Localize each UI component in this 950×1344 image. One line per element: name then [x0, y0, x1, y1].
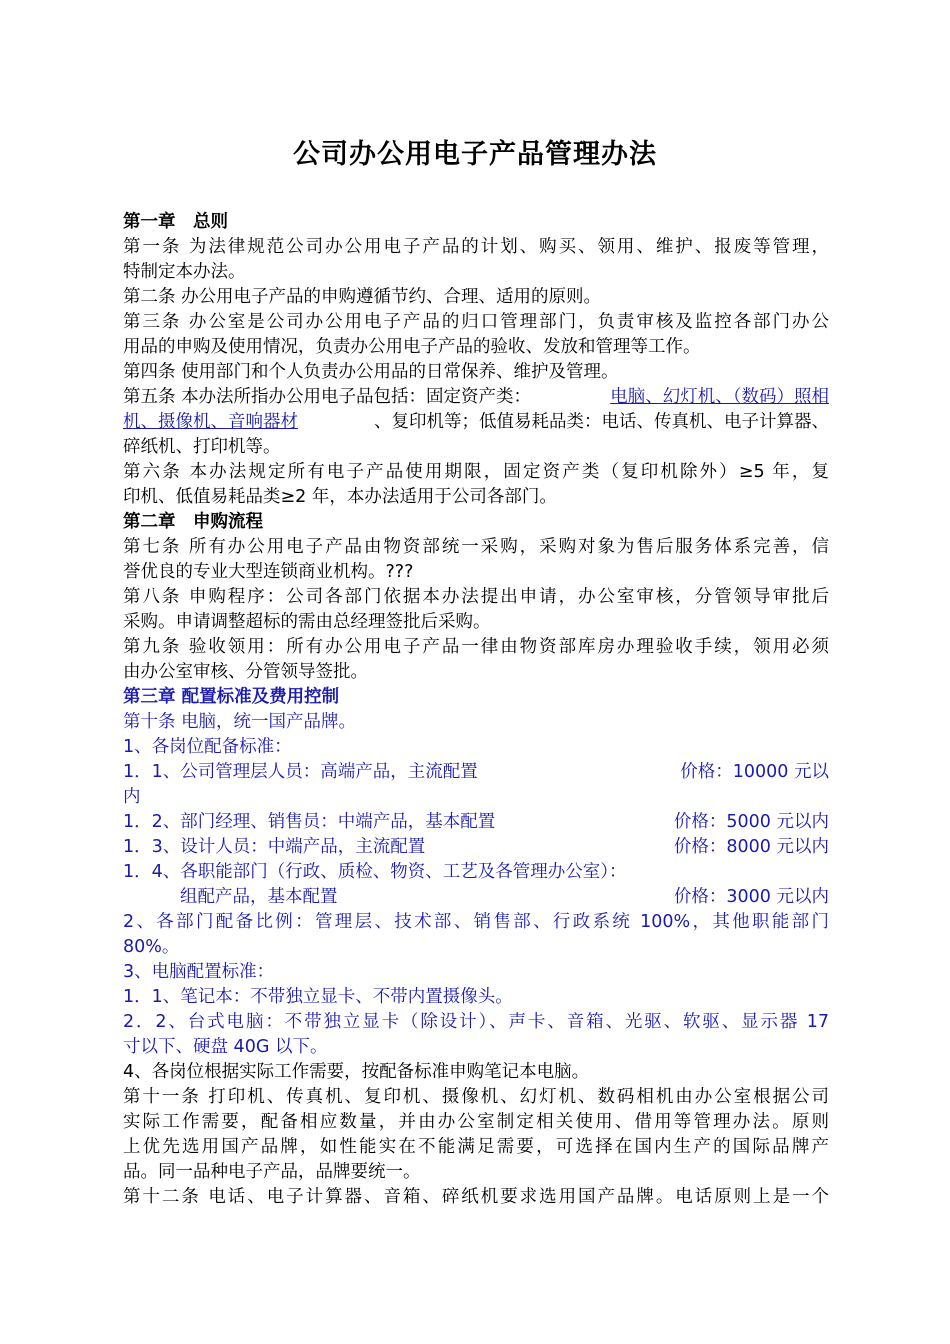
paragraph-line: 1．1、笔记本：不带独立显卡、不带内置摄像头。 — [123, 987, 513, 1007]
paragraph-line: 碎纸机、打印机等。 — [123, 437, 281, 457]
equipment-link[interactable]: 机、摄像机、音响器材 — [123, 412, 298, 432]
paragraph-line: 1．4、各职能部门（行政、质检、物资、工艺及各管理办公室）： — [123, 862, 627, 882]
paragraph-line: 寸以下、硬盘 40G 以下。 — [123, 1037, 328, 1057]
paragraph-line: 80%。 — [123, 937, 180, 957]
paragraph-line: 特制定本办法。 — [123, 262, 246, 282]
paragraph-line: 1、各岗位配备标准： — [123, 737, 292, 757]
price-row-label: 组配产品，基本配置 — [180, 887, 338, 907]
paragraph-line: 第十条 电脑，统一国产品牌。 — [123, 712, 357, 732]
paragraph-line: 第二条 办公用电子产品的申购遵循节约、合理、适用的原则。 — [123, 287, 602, 307]
paragraph-line — [123, 410, 829, 435]
paragraph-line: 4、各岗位根据实际工作需要，按配备标准申购笔记本电脑。 — [123, 1062, 590, 1082]
price-row-label: 1．1、公司管理层人员：高端产品，主流配置 — [123, 762, 478, 782]
chapter-heading: 第二章 申购流程 — [123, 512, 263, 532]
price-row — [123, 760, 829, 785]
price-row-label: 1．2、部门经理、销售员：中端产品，基本配置 — [123, 812, 496, 832]
price-row — [123, 835, 829, 860]
paragraph-line: 实际工作需要，配备相应数量，并由办公室制定相关使用、借用等管理办法。原则 — [123, 1112, 829, 1132]
price-row — [123, 885, 829, 910]
price-row-value: 价格：5000 元以内 — [673, 812, 829, 832]
paragraph-line: 内 — [123, 787, 141, 807]
paragraph-line: 第九条 验收领用：所有办公用电子产品一律由物资部库房办理验收手续，领用必须 — [123, 637, 829, 657]
document-body — [123, 210, 829, 1210]
price-row-label: 1．3、设计人员：中端产品，主流配置 — [123, 837, 426, 857]
paragraph-line: 第四条 使用部门和个人负责办公用品的日常保养、维护及管理。 — [123, 362, 619, 382]
chapter-heading: 第一章 总则 — [123, 212, 228, 232]
chapter-heading: 第三章 配置标准及费用控制 — [123, 687, 340, 707]
paragraph-line: 第八条 申购程序：公司各部门依据本办法提出申请，办公室审核，分管领导审批后 — [123, 587, 829, 607]
paragraph-line: 上优先选用国产品牌，如性能实在不能满足需要，可选择在国内生产的国际品牌产 — [123, 1137, 829, 1157]
price-row — [123, 810, 829, 835]
price-row-value: 价格：3000 元以内 — [673, 887, 829, 907]
paragraph-line: 誉优良的专业大型连锁商业机构。??? — [123, 562, 414, 582]
line-text: 、复印机等；低值易耗品类：电话、传真机、电子计算器、 — [374, 412, 829, 432]
price-row-value: 价格：10000 元以 — [680, 762, 829, 782]
price-row-value: 价格：8000 元以内 — [673, 837, 829, 857]
paragraph-line — [123, 385, 829, 410]
line-text: 第五条 本办法所指办公用电子品包括：固定资产类： — [123, 387, 532, 407]
equipment-link[interactable]: 电脑、幻灯机、（数码）照相 — [610, 387, 829, 407]
paragraph-line: 第七条 所有办公用电子产品由物资部统一采购，采购对象为售后服务体系完善，信 — [123, 537, 829, 557]
paragraph-line: 印机、低值易耗品类≥2 年，本办法适用于公司各部门。 — [123, 487, 557, 507]
document-title: 公司办公用电子产品管理办法 — [293, 139, 657, 170]
paragraph-line: 第三条 办公室是公司办公用电子产品的归口管理部门，负责审核及监控各部门办公 — [123, 312, 829, 332]
paragraph-line: 品。同一品种电子产品，品牌要统一。 — [123, 1162, 421, 1182]
paragraph-line: 用品的申购及使用情况，负责办公用电子产品的验收、发放和管理等工作。 — [123, 337, 701, 357]
paragraph-line: 由办公室审核、分管领导签批。 — [123, 662, 368, 682]
paragraph-line: 第十二条 电话、电子计算器、音箱、碎纸机要求选用国产品牌。电话原则上是一个 — [123, 1187, 829, 1207]
paragraph-line: 2、各部门配备比例：管理层、技术部、销售部、行政系统 100%，其他职能部门 — [123, 912, 829, 932]
paragraph-line: 2．2、台式电脑：不带独立显卡（除设计）、声卡、音箱、光驱、软驱、显示器 17 — [123, 1012, 829, 1032]
paragraph-line: 采购。申请调整超标的需由总经理签批后采购。 — [123, 612, 491, 632]
paragraph-line: 3、电脑配置标准： — [123, 962, 275, 982]
paragraph-line: 第一条 为法律规范公司办公用电子产品的计划、购买、领用、维护、报废等管理， — [123, 237, 829, 257]
paragraph-line: 第六条 本办法规定所有电子产品使用期限，固定资产类（复印机除外）≥5 年，复 — [123, 462, 829, 482]
paragraph-line: 第十一条 打印机、传真机、复印机、摄像机、幻灯机、数码相机由办公室根据公司 — [123, 1087, 829, 1107]
